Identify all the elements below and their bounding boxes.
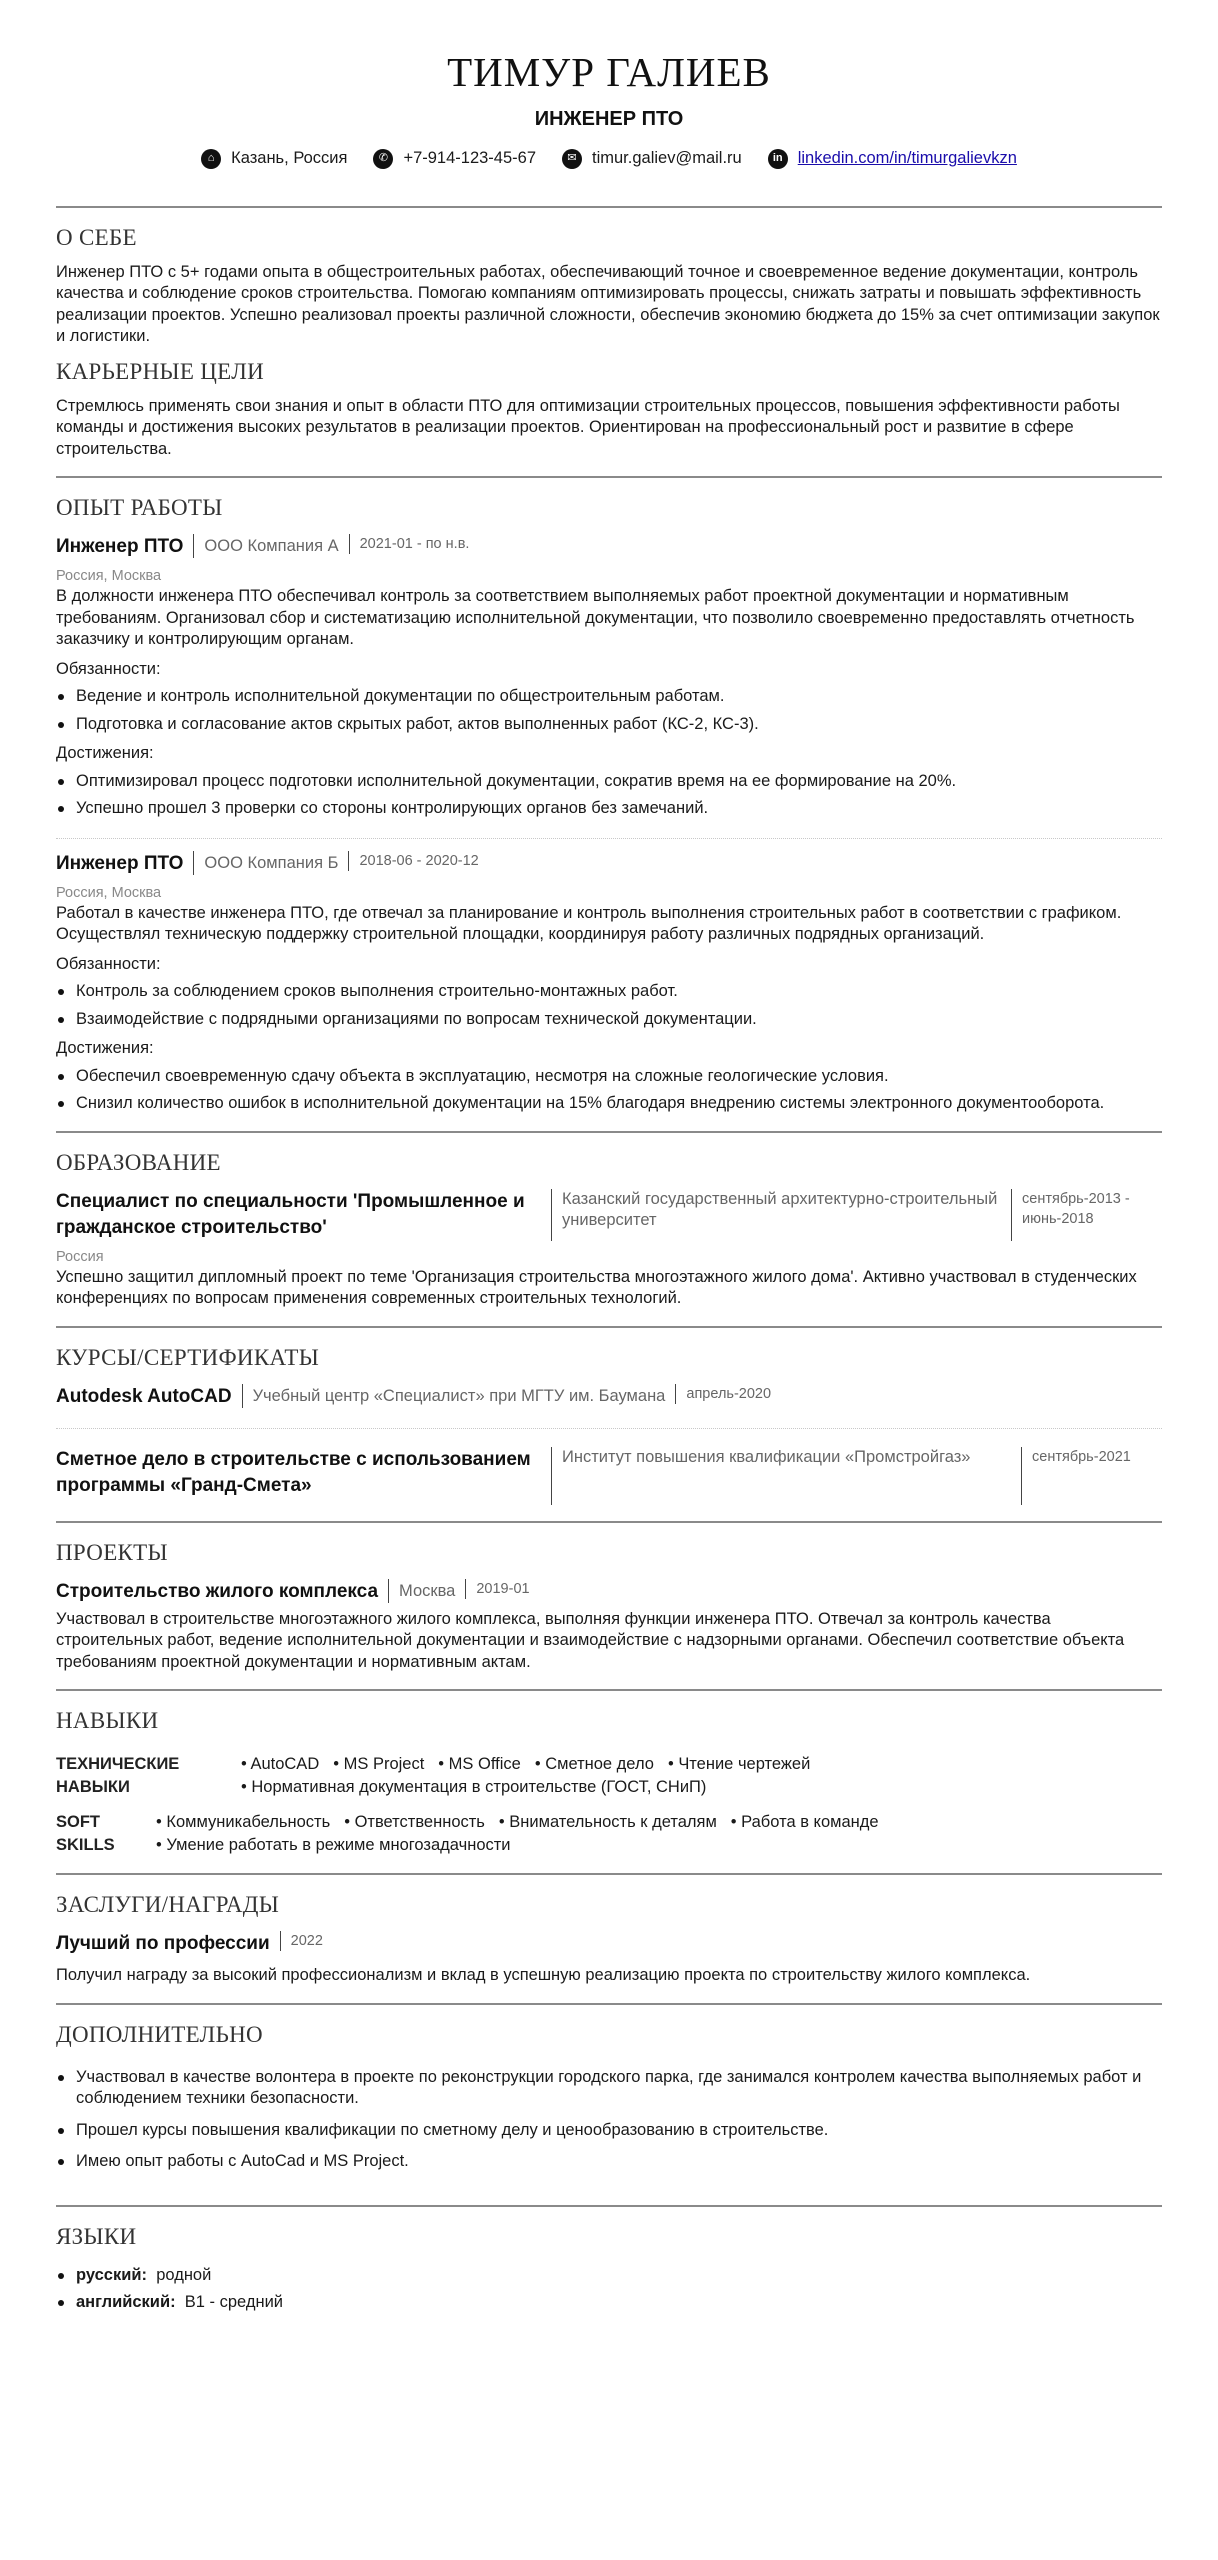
job-location: Россия, Москва [56, 884, 162, 901]
contact-location-text: Казань, Россия [231, 149, 348, 167]
section-title-skills: НАВЫКИ [56, 1708, 159, 1733]
achievements-list [56, 771, 1162, 820]
skill-items [156, 1811, 1016, 1857]
job-header [56, 534, 1162, 560]
section-awards [56, 1875, 1162, 2003]
section-skills [56, 1691, 1162, 1873]
contact-bar [56, 148, 1162, 170]
phone-icon: ✆ [373, 149, 393, 169]
job-dates: 2018-06 - 2020-12 [348, 851, 488, 871]
skill-item: • Внимательность к деталям [499, 1811, 717, 1834]
job-company: ООО Компания А [193, 534, 348, 558]
home-icon: ⌂ [201, 149, 221, 169]
resume-header [56, 48, 1162, 170]
candidate-name: ТИМУР ГАЛИЕВ [447, 49, 771, 95]
job-location: Россия, Москва [56, 568, 162, 584]
award-description: Получил награду за высокий профессионализм и вклад в успешную реализацию проекта по строительству жилого комплекса. [56, 1966, 1031, 1984]
skill-item: • Коммуникабельность [156, 1811, 330, 1834]
project-header [56, 1579, 1162, 1605]
skill-item: • AutoCAD [241, 1753, 319, 1776]
achievements-label: Достижения: [56, 744, 154, 762]
list-item: Снизил количество ошибок в исполнительной документации на 15% благодаря внедрению системы электронного документооборота. [56, 1093, 1162, 1115]
course-name: Сметное дело в строительстве с использованием программы «Гранд-Смета» [56, 1448, 531, 1496]
language-item [56, 2292, 1162, 2314]
languages-list [56, 2265, 1162, 2314]
education-dates: сентябрь-2013 - июнь-2018 [1011, 1189, 1162, 1241]
language-level: родной [156, 2265, 212, 2284]
section-title-languages: ЯЗЫКИ [56, 2223, 137, 2249]
job-description: В должности инженера ПТО обеспечивал контроль за соответствием выполняемых работ проектной документации и нормативным требованиям. Организовал сбор и систематизацию исполнительной документации, что позволило своевременно предоставлять отчетность заказчику и контролирующим органам. [56, 587, 1135, 648]
skill-group-label-line: НАВЫКИ [56, 1778, 130, 1796]
skill-item: • Чтение чертежей [668, 1753, 810, 1776]
entry-divider [56, 838, 1162, 839]
job-header [56, 851, 1162, 877]
achievements-label: Достижения: [56, 1039, 154, 1057]
list-item: Прошел курсы повышения квалификации по сметному делу и ценообразованию в строительстве. [56, 2120, 1162, 2142]
mail-icon: ✉ [562, 149, 582, 169]
section-title-projects: ПРОЕКТЫ [56, 1539, 168, 1565]
project-name: Строительство жилого комплекса [56, 1580, 379, 1602]
section-additional [56, 2005, 1162, 2205]
award-date: 2022 [280, 1931, 333, 1951]
skill-item: • Умение работать в режиме многозадачности [156, 1834, 511, 1857]
job-description: Работал в качестве инженера ПТО, где отвечал за планирование и контроль выполнения строительных работ в соответствии с графиком. Осуществлял техническую поддержку строительной площадки, координируя работу различных подрядных организаций. [56, 903, 1122, 943]
list-item: Ведение и контроль исполнительной документации по общестроительным работам. [56, 686, 1162, 708]
job-dates: 2021-01 - по н.в. [349, 534, 480, 554]
education-degree: Специалист по специальности 'Промышленное и гражданское строительство' [56, 1190, 525, 1238]
skill-group-label-line: ТЕХНИЧЕСКИЕ [56, 1755, 180, 1773]
award-header [56, 1931, 1162, 1957]
skill-item: • Нормативная документация в строительстве (ГОСТ, СНиП) [241, 1776, 706, 1799]
additional-list [56, 2067, 1162, 2173]
language-level: B1 - средний [184, 2293, 284, 2311]
skill-group-technical [56, 1753, 1162, 1799]
contact-location [201, 148, 347, 170]
candidate-title: ИНЖЕНЕР ПТО [534, 108, 684, 130]
linkedin-link[interactable]: linkedin.com/in/timurgalievkzn [797, 149, 1017, 167]
skill-item: • MS Office [438, 1753, 521, 1776]
section-about [56, 208, 1162, 477]
job-role: Инженер ПТО [56, 536, 184, 557]
language-name: русский: [76, 2265, 148, 2284]
skill-item: • Сметное дело [535, 1753, 654, 1776]
list-item: Контроль за соблюдением сроков выполнения строительно-монтажных работ. [56, 981, 1162, 1003]
contact-email-text: timur.galiev@mail.ru [592, 149, 742, 167]
education-description: Успешно защитил дипломный проект по теме 'Организация строительства многоэтажного жилого дома'. Активно участвовал в студенческих конференциях по вопросам применения современных строительных технологий. [56, 1267, 1137, 1307]
project-date: 2019-01 [465, 1579, 539, 1599]
job-entry [56, 851, 1162, 1115]
section-title-awards: ЗАСЛУГИ/НАГРАДЫ [56, 1892, 280, 1917]
list-item: Обеспечил своевременную сдачу объекта в эксплуатацию, несмотря на сложные геологические условия. [56, 1066, 1162, 1088]
course-org: Институт повышения квалификации «Промстройгаз» [551, 1447, 1021, 1505]
contact-email [562, 148, 742, 170]
education-location: Россия [56, 1248, 104, 1265]
skill-items [241, 1753, 941, 1799]
list-item: Взаимодействие с подрядными организациями по вопросам технической документации. [56, 1009, 1162, 1031]
award-name: Лучший по профессии [56, 1933, 270, 1954]
about-text: Инженер ПТО с 5+ годами опыта в общестроительных работах, обеспечивающий точное и своевременное ведение документации, контроль качества и соблюдение сроков строительства. Помогаю компаниям оптимизировать процессы, снижать затраты и повышать эффективность реализации проектов. Успешно реализовал проекты различной сложности, обеспечив экономию бюджета до 15% за счет оптимизации закупок и логистики. [56, 262, 1160, 345]
section-title-courses: КУРСЫ/СЕРТИФИКАТЫ [56, 1344, 320, 1370]
job-company: ООО Компания Б [193, 851, 348, 875]
section-title-experience: ОПЫТ РАБОТЫ [56, 495, 223, 520]
course-date: апрель-2020 [675, 1384, 781, 1404]
education-entry [56, 1189, 1162, 1241]
language-name: английский: [76, 2293, 176, 2311]
section-title-additional: ДОПОЛНИТЕЛЬНО [56, 2021, 263, 2047]
section-title-education: ОБРАЗОВАНИЕ [56, 1149, 221, 1175]
duties-label: Обязанности: [56, 659, 161, 678]
section-title-about: О СЕБЕ [56, 224, 137, 250]
section-courses [56, 1328, 1162, 1521]
course-entry [56, 1384, 1162, 1410]
contact-linkedin [768, 148, 1017, 170]
duties-label: Обязанности: [56, 954, 161, 973]
project-location: Москва [388, 1579, 465, 1603]
contact-phone-text: +7-914-123-45-67 [403, 149, 536, 167]
section-languages [56, 2207, 1162, 2330]
skill-item: • Работа в команде [731, 1811, 879, 1834]
course-org: Учебный центр «Специалист» при МГТУ им. Баумана [242, 1384, 676, 1408]
contact-phone [373, 148, 536, 170]
list-item: Участвовал в качестве волонтера в проекте по реконструкции городского парка, где занимался контролем качества выполняемых работ и соблюдением техники безопасности. [56, 2067, 1162, 2110]
achievements-list [56, 1066, 1162, 1115]
section-projects [56, 1523, 1162, 1690]
entry-divider [56, 1428, 1162, 1429]
skill-group-label [56, 1811, 156, 1857]
goals-text: Стремлюсь применять свои знания и опыт в области ПТО для оптимизации строительных процессов, повышения эффективности работы команды и достижения высоких результатов в реализации проектов. Ориентирован на профессиональный рост и развитие в сфере строительства. [56, 396, 1120, 458]
list-item: Успешно прошел 3 проверки со стороны контролирующих органов без замечаний. [56, 798, 1162, 820]
skill-group-label-line: SKILLS [56, 1836, 115, 1854]
project-description: Участвовал в строительстве многоэтажного жилого комплекса, выполняя функции инженера ПТО. Отвечал за контроль качества строительных работ, ведение исполнительной документации и взаимодействие с надзорными органами. Обеспечил соответствие объекта требованиям проектной документации и нормативным актам. [56, 1609, 1125, 1671]
course-entry [56, 1447, 1162, 1505]
skill-group-soft [56, 1811, 1162, 1857]
skill-item: • Ответственность [344, 1811, 485, 1834]
list-item: Имею опыт работы с AutoCad и MS Project. [56, 2151, 1162, 2173]
linkedin-icon: in [768, 149, 788, 169]
duties-list [56, 981, 1162, 1030]
section-title-goals: КАРЬЕРНЫЕ ЦЕЛИ [56, 358, 265, 384]
job-role: Инженер ПТО [56, 852, 184, 874]
skill-group-label [56, 1753, 241, 1799]
job-entry [56, 534, 1162, 820]
list-item: Оптимизировал процесс подготовки исполнительной документации, сократив время на ее формирование на 20%. [56, 771, 1162, 793]
education-school: Казанский государственный архитектурно-строительный университет [551, 1189, 1011, 1241]
skill-group-label-line: SOFT [56, 1813, 100, 1831]
course-name: Autodesk AutoCAD [56, 1385, 232, 1407]
course-date: сентябрь-2021 [1021, 1447, 1162, 1505]
section-experience [56, 478, 1162, 1131]
skill-item: • MS Project [333, 1753, 424, 1776]
list-item: Подготовка и согласование актов скрытых работ, актов выполненных работ (КС-2, КС-3). [56, 714, 1162, 736]
section-education [56, 1133, 1162, 1326]
language-item [56, 2265, 1162, 2287]
duties-list [56, 686, 1162, 735]
